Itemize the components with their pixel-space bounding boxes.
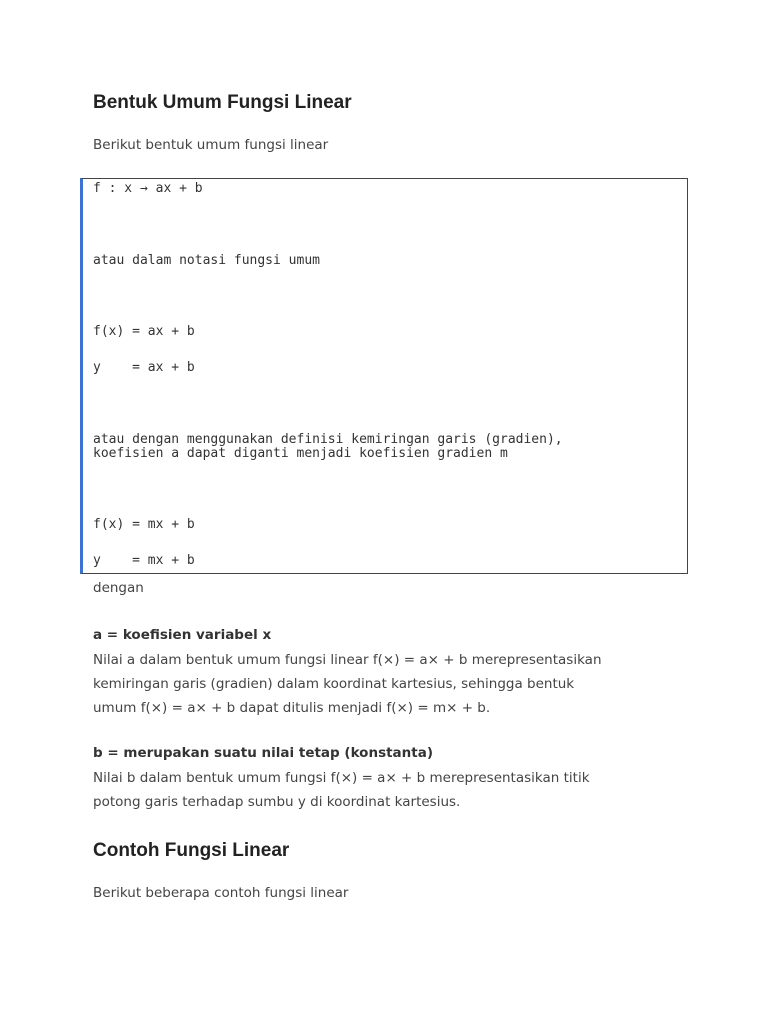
code-line: y = mx + b (93, 553, 195, 568)
section-intro-bentuk-umum: Berikut bentuk umum fungsi linear (93, 137, 329, 153)
code-line: atau dalam notasi fungsi umum (93, 253, 320, 268)
code-line: f(x) = ax + b (93, 324, 195, 339)
definition-term-a: a = koefisien variabel x (93, 627, 272, 643)
code-block (80, 178, 688, 574)
code-line: koefisien a dapat diganti menjadi koefisien gradien m (93, 446, 508, 461)
code-line: atau dengan menggunakan definisi kemiringan garis (gradien), (93, 432, 563, 447)
code-line: f : x → ax + b (93, 181, 203, 196)
definition-term-b: b = merupakan suatu nilai tetap (konstanta) (93, 745, 434, 761)
section-title-contoh: Contoh Fungsi Linear (93, 840, 290, 861)
definition-text-a: umum f(×) = a× + b dapat ditulis menjadi f(×) = m× + b. (93, 700, 491, 716)
definition-text-b: potong garis terhadap sumbu y di koordinat kartesius. (93, 794, 461, 810)
definition-text-a: Nilai a dalam bentuk umum fungsi linear f(×) = a× + b merepresentasikan (93, 652, 602, 668)
code-line: y = ax + b (93, 360, 195, 375)
section-intro-contoh: Berikut beberapa contoh fungsi linear (93, 885, 349, 901)
code-line: f(x) = mx + b (93, 517, 195, 532)
after-code-text: dengan (93, 580, 144, 596)
definition-text-b: Nilai b dalam bentuk umum fungsi f(×) = a× + b merepresentasikan titik (93, 770, 590, 786)
definition-text-a: kemiringan garis (gradien) dalam koordinat kartesius, sehingga bentuk (93, 676, 575, 692)
section-title-bentuk-umum: Bentuk Umum Fungsi Linear (93, 92, 352, 113)
